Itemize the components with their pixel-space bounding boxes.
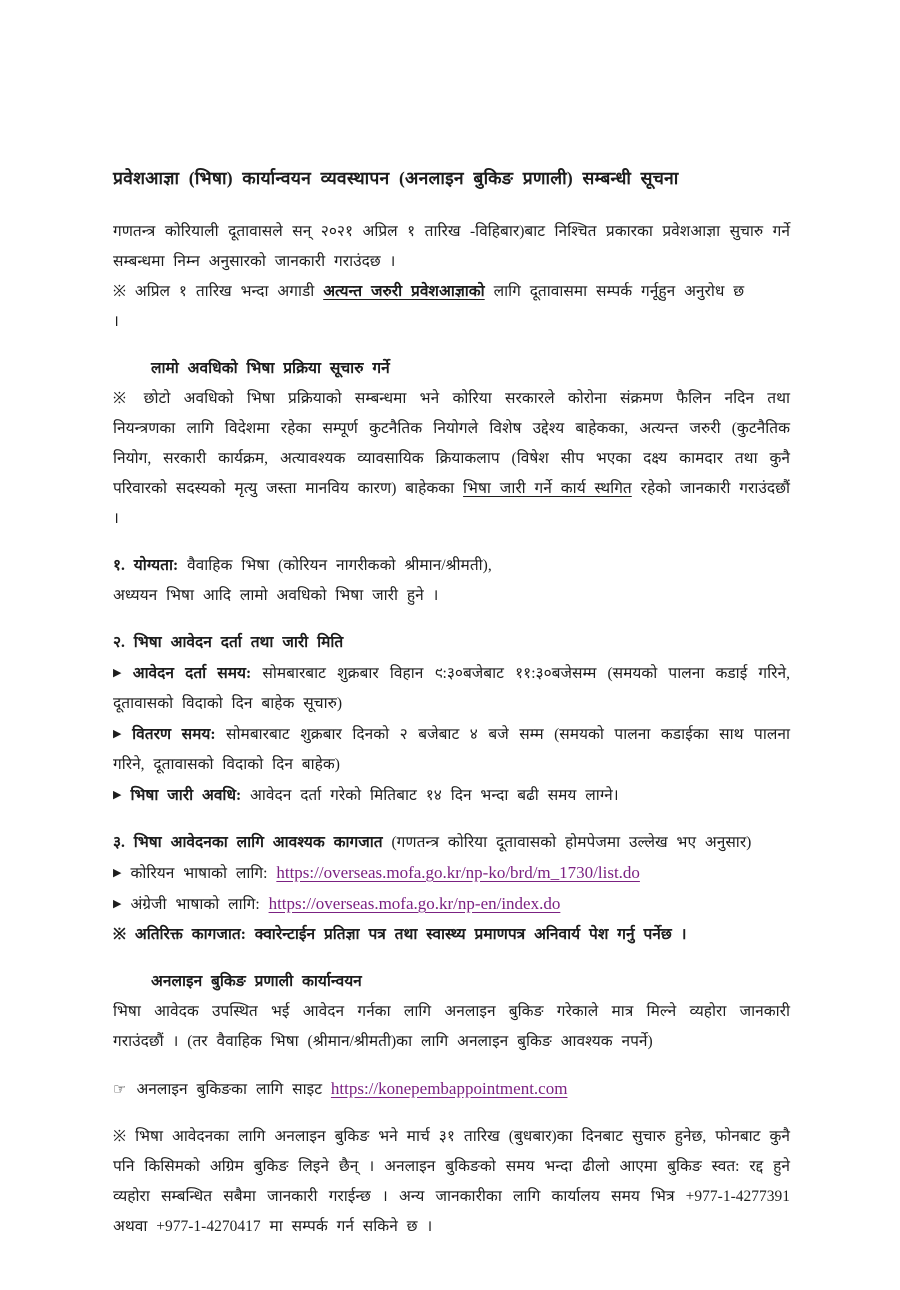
urgent-note-danda: । (113, 313, 119, 330)
urgent-note-suffix: लागि दूतावासमा सम्पर्क गर्नूहुन अनुरोध छ (484, 283, 745, 300)
bullet-triangle-icon: ▶ (113, 866, 122, 879)
eligibility-label: १. योग्यता: (113, 557, 179, 574)
english-language-label: अंग्रेजी भाषाको लागि: (130, 896, 269, 913)
document-title: प्रवेशआज्ञा (भिषा) कार्यान्वयन व्यवस्थापन (अनलाइन बुकिङ प्रणाली) सम्बन्धी सूचना (113, 168, 679, 188)
visa-suspended-underline: भिषा जारी गर्ने कार्य स्थगित (463, 480, 632, 497)
eligibility-line1 (113, 551, 790, 581)
issuance-period-bullet (113, 780, 790, 811)
long-term-body-prefix: ※ छोटो अवधिको भिषा प्रक्रियाको सम्बन्धमा भने कोरिया सरकारले कोरोना संक्रमण फैलिन नदिन तथा नियन्त्रणका लागि विदेशमा रहेका सम्पूर्ण कुटनैतिक नियोगले विशेष उद्देश्य बाहेकका, अत्यन्त जरुरी (कुटनैतिक नियोग, सरकारी कार्यक्रम, अत्यावश्यक व्यावसायिक क्रियाकलाप (विषेश सीप भएका दक्ष्य कामदार तथा कुनै परिवारको सदस्यको मृत्यु जस्ता मानविय कारण) बाहेकका (113, 390, 790, 497)
eligibility-text: वैवाहिक भिषा (कोरियन नागरीकको श्रीमान/श्रीमती), (178, 557, 492, 574)
eligibility-line2: अध्ययन भिषा आदि लामो अवधिको भिषा जारी हुने । (113, 587, 439, 604)
long-term-visa-heading: लामो अवधिको भिषा प्रक्रिया सूचारु गर्ने (151, 360, 390, 377)
urgent-note-paragraph (113, 277, 790, 307)
distribution-time-text: सोमबारबाट शुक्रबार दिनको २ बजेबाट ४ बजे सम्म (समयको पालना कडाईका साथ पालना गरिने, दूतावासको विदाको दिन बाहेक) (113, 726, 790, 773)
booking-site-label: अनलाइन बुकिङका लागि साइट (136, 1081, 331, 1098)
urgent-note-emphasis: अत्यन्त जरुरी प्रवेशआज्ञाको (323, 283, 485, 300)
pointing-hand-icon: ☞ (113, 1080, 127, 1098)
registration-time-label: आवेदन दर्ता समय: (132, 665, 252, 682)
distribution-time-bullet (113, 719, 790, 780)
documents-heading (113, 828, 790, 858)
documents-heading-bold: ३. भिषा आवेदनका लागि आवश्यक कागजात (113, 834, 383, 851)
issuance-period-text: आवेदन दर्ता गरेको मितिबाट १४ दिन भन्दा बढी समय लाग्ने। (241, 787, 619, 804)
online-booking-heading: अनलाइन बुकिङ प्रणाली कार्यान्वयन (151, 973, 362, 990)
application-dates-heading: २. भिषा आवेदन दर्ता तथा जारी मिति (113, 634, 344, 651)
issuance-period-label: भिषा जारी अवधि: (130, 787, 242, 804)
bullet-triangle-icon: ▶ (113, 897, 122, 910)
registration-time-bullet (113, 658, 790, 719)
distribution-time-label: वितरण समय: (132, 726, 216, 743)
english-language-link-row (113, 889, 790, 920)
additional-documents-note: ※ अतिरिक्त कागजात: क्वारेन्टाईन प्रतिज्ञा पत्र तथा स्वास्थ्य प्रमाणपत्र अनिवार्य पेश गर्नु पर्नेछ । (113, 926, 687, 943)
urgent-note-prefix: ※ अप्रिल १ तारिख भन्दा अगाडी (113, 283, 324, 300)
english-language-link[interactable]: https://overseas.mofa.go.kr/np-en/index.do (268, 894, 561, 913)
korean-language-link-row (113, 858, 790, 889)
long-term-visa-paragraph (113, 384, 790, 534)
booking-site-row (113, 1074, 790, 1105)
korean-language-label: कोरियन भाषाको लागि: (130, 865, 277, 882)
online-booking-paragraph: भिषा आवेदक उपस्थित भई आवेदन गर्नका लागि अनलाइन बुकिङ गरेकाले मात्र मिल्ने व्यहोरा जानकारी गराउंदछौं । (तर वैवाहिक भिषा (श्रीमान/श्रीमती)का लागि अनलाइन बुकिङ आवश्यक नपर्ने) (113, 1003, 790, 1050)
documents-heading-rest: (गणतन्त्र कोरिया दूतावासको होमपेजमा उल्लेख भए अनुसार) (382, 834, 752, 851)
korean-language-link[interactable]: https://overseas.mofa.go.kr/np-ko/brd/m_1730/list.do (276, 863, 640, 882)
final-note-paragraph: ※ भिषा आवेदनका लागि अनलाइन बुकिङ भने मार्च ३१ तारिख (बुधबार)का दिनबाट सुचारु हुनेछ, फोनबाट कुनै पनि किसिमको अग्रिम बुकिङ लिइने छैन् । अनलाइन बुकिङको समय भन्दा ढीलो आएमा बुकिङ स्वत: रद्द हुने व्यहोरा सम्बन्धित सबैमा जानकारी गराईन्छ । अन्य जानकारीका लागि कार्यालय समय भित्र +977-1-4277391 अथवा +977-1-4270417 मा सम्पर्क गर्न सकिने छ । (113, 1128, 790, 1235)
registration-time-text: सोमबारबाट शुक्रबार विहान ९:३०बजेबाट ११:३०बजेसम्म (समयको पालना कडाई गरिने, दूतावासको विदाको दिन बाहेक सूचारु) (113, 665, 790, 712)
booking-site-link[interactable]: https://konepembappointment.com (330, 1079, 568, 1098)
bullet-triangle-icon: ▶ (113, 666, 124, 679)
bullet-triangle-icon: ▶ (113, 788, 122, 801)
intro-paragraph: गणतन्त्र कोरियाली दूतावासले सन् २०२१ अप्रिल १ तारिख -विहिबार)बाट निश्चित प्रकारका प्रवेशआज्ञा सुचारु गर्ने सम्बन्धमा निम्न अनुसारको जानकारी गराउंदछ । (113, 223, 790, 270)
bullet-triangle-icon: ▶ (113, 727, 124, 740)
long-term-body-suffix: रहेको जानकारी गराउंदछौं । (113, 480, 790, 527)
